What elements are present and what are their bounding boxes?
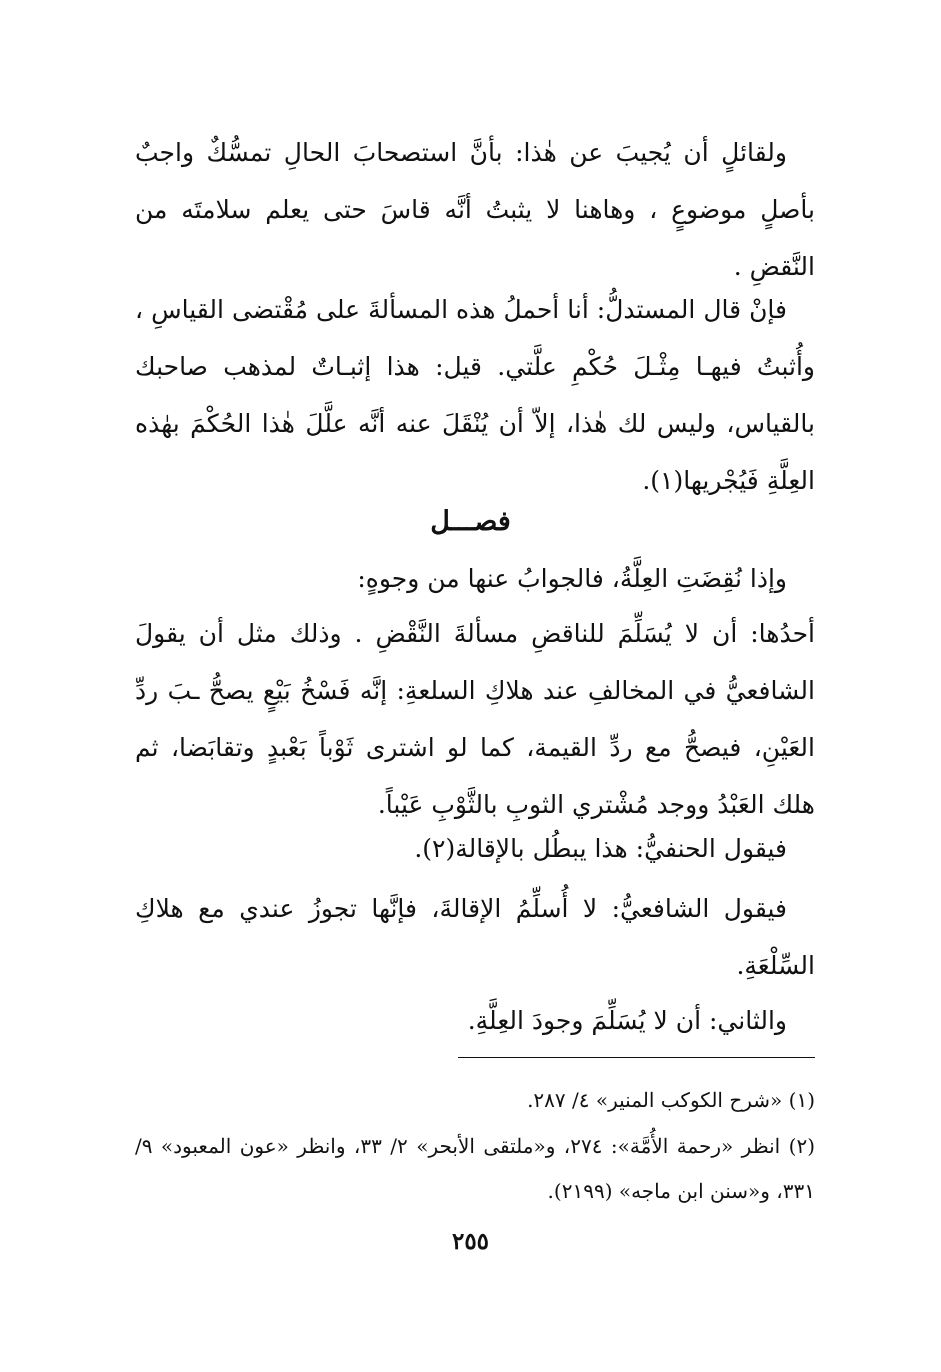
paragraph-3: وإذا نُقِضَتِ العِلَّةُ، فالجوابُ عنها من وجوهٍ: <box>357 564 787 593</box>
paragraph-6: فيقول الشافعيُّ: لا أُسلِّمُ الإقالةَ، فإنَّها تجوزُ عندي مع هلاكِ السِّلْعَةِ. <box>135 894 815 980</box>
page-number: ٢٥٥ <box>451 1228 490 1255</box>
footnote-1: (١) «شرح الكوكب المنير» ٤/ ٢٨٧. <box>527 1088 815 1112</box>
paragraph-5: فيقول الحنفيُّ: هذا يبطُل بالإقالة(٢). <box>414 834 787 863</box>
section-title: فصـــل <box>430 506 511 537</box>
footnote-2: (٢) انظر «رحمة الأُمَّة»: ٢٧٤، و«ملتقى الأبحر» ٢/ ٣٣، وانظر «عون المعبود» ٩/ ٣٣١، و«سنن ابن ماجه» (٢١٩٩). <box>135 1134 815 1203</box>
paragraph-4: أحدُها: أن لا يُسَلِّمَ للناقضِ مسألةَ النَّقْضِ . وذلك مثل أن يقولَ الشافعيُّ في المخالفِ عند هلاكِ السلعةِ: إنَّه فَسْخُ بَيْعٍ يصحُّ ـبَ ردِّ العَيْنِ، فيصحُّ مع ردِّ القيمة، كما لو اشترى ثَوْباً بَعْبدٍ وتقابَضا، ثم هلك العَبْدُ ووجد مُشْتري الثوبِ بالثَّوْبِ عَيْباً. <box>135 619 815 819</box>
paragraph-1: ولقائلٍ أن يُجيبَ عن هٰذا: بأنَّ استصحابَ الحالِ تمسُّكٌ واجبٌ بأصلٍ موضوعٍ ، وهاهنا لا يثبتُ أنَّه قاسَ حتى يعلم سلامتَه من النَّقضِ . <box>135 138 815 281</box>
footnote-divider <box>458 1057 815 1058</box>
paragraph-2: فإنْ قال المستدلُّ: أنا أحملُ هذه المسألةَ على مُقْتضى القياسِ ، وأُثبتُ فيهـا مِثْـلَ حُكْمِ علَّتي. قيل: هذا إثبـاتٌ لمذهب صاحبك بالقياس، وليس لك هٰذا، إلاّ أن يُنْقَلَ عنه أنَّه علَّلَ هٰذا الحُكْمَ بهٰذه العِلَّةِ فَيُجْريها(١). <box>135 295 815 495</box>
paragraph-7: والثاني: أن لا يُسَلِّمَ وجودَ العِلَّةِ. <box>467 1006 787 1035</box>
